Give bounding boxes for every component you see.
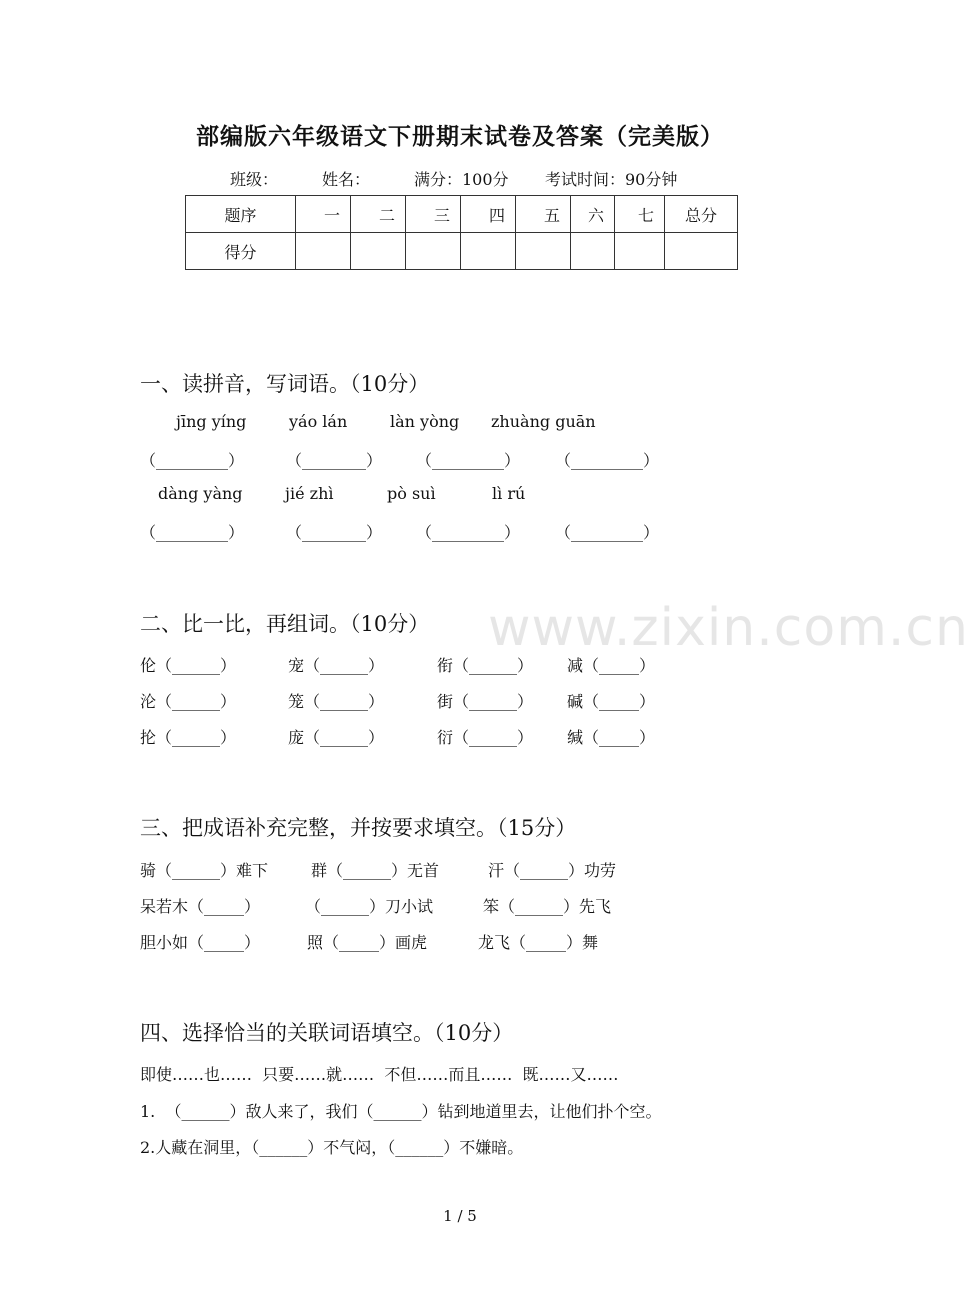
score-cell [461, 233, 516, 270]
header-cell: 一 [296, 196, 351, 233]
score-cell [571, 233, 615, 270]
pinyin: pò suì [387, 484, 436, 503]
answer-blank[interactable]: 胆小如（_____） [140, 933, 261, 952]
header-cell: 题序 [186, 196, 296, 233]
name-label: 姓名： [322, 170, 371, 189]
score-cell [615, 233, 665, 270]
header-cell: 六 [571, 196, 615, 233]
score-cell [516, 233, 571, 270]
header-cell: 三 [406, 196, 461, 233]
answer-blank[interactable]: （_________） [140, 451, 245, 470]
pinyin: lì rú [492, 484, 526, 503]
answer-blank[interactable]: 宠（______） [288, 656, 385, 675]
question-2[interactable]: 2.人藏在洞里，（______）不气闷，（______）不嫌暗。 [140, 1138, 524, 1157]
pinyin: dàng yàng [158, 484, 243, 503]
page-number: 1 / 5 [443, 1207, 477, 1225]
answer-blank[interactable]: 笨（______）先飞 [483, 897, 612, 916]
answer-blank[interactable]: （_________） [555, 451, 660, 470]
score-table-header-row [186, 196, 738, 233]
answer-blank[interactable]: 骑（______）难下 [140, 861, 269, 880]
answer-blank[interactable]: 群（______）无首 [311, 861, 440, 880]
class-label: 班级： [230, 170, 279, 189]
answer-blank[interactable]: 庞（______） [288, 728, 385, 747]
answer-blank[interactable]: （_________） [416, 451, 521, 470]
score-cell [296, 233, 351, 270]
answer-blank[interactable]: 衍（______） [437, 728, 534, 747]
exam-title: 部编版六年级语文下册期末试卷及答案（完美版） [196, 123, 724, 150]
answer-blank[interactable]: 抡（______） [140, 728, 237, 747]
watermark: www.zixin.com.cn [488, 598, 969, 658]
answer-blank[interactable]: 碱（_____） [567, 692, 656, 711]
exam-time: 考试时间：90分钟 [545, 170, 678, 189]
section-4-heading: 四、选择恰当的关联词语填空。（10分） [140, 1021, 514, 1045]
section-2-heading: 二、比一比，再组词。（10分） [140, 612, 430, 636]
score-cell [665, 233, 738, 270]
row-label-cell: 得分 [186, 233, 296, 270]
full-score: 满分：100分 [414, 170, 509, 189]
answer-blank[interactable]: （________） [286, 523, 383, 542]
pinyin: zhuàng guān [491, 412, 596, 431]
answer-blank[interactable]: 笼（______） [288, 692, 385, 711]
answer-blank[interactable]: 减（_____） [567, 656, 656, 675]
score-table [185, 195, 738, 270]
section-3-heading: 三、把成语补充完整，并按要求填空。（15分） [140, 816, 577, 840]
answer-blank[interactable]: 沦（______） [140, 692, 237, 711]
question-1[interactable]: 1. （______）敌人来了，我们（______）钻到地道里去，让他们扑个空。 [140, 1102, 662, 1121]
answer-blank[interactable]: （________） [286, 451, 383, 470]
answer-blank[interactable]: （_________） [140, 523, 245, 542]
pinyin: jīng yíng [176, 412, 247, 431]
score-cell [351, 233, 406, 270]
answer-blank[interactable]: （_________） [555, 523, 660, 542]
pinyin: yáo lán [289, 412, 348, 431]
header-cell: 总分 [665, 196, 738, 233]
pinyin: làn yòng [390, 412, 460, 431]
answer-blank[interactable]: 衔（______） [437, 656, 534, 675]
header-cell: 四 [461, 196, 516, 233]
score-cell [406, 233, 461, 270]
answer-blank[interactable]: 街（______） [437, 692, 534, 711]
score-table-score-row [186, 233, 738, 270]
answer-blank[interactable]: 伦（______） [140, 656, 237, 675]
header-cell: 二 [351, 196, 406, 233]
answer-blank[interactable]: 龙飞（_____）舞 [478, 933, 599, 952]
answer-blank[interactable]: （______）刀小试 [305, 897, 434, 916]
conjunction-options: 即使……也…… 只要……就…… 不但……而且…… 既……又…… [140, 1065, 619, 1084]
pinyin: jié zhì [285, 484, 334, 503]
answer-blank[interactable]: （_________） [416, 523, 521, 542]
answer-blank[interactable]: 缄（_____） [567, 728, 656, 747]
section-1-heading: 一、读拼音，写词语。（10分） [140, 372, 430, 396]
answer-blank[interactable]: 照（_____）画虎 [307, 933, 428, 952]
answer-blank[interactable]: 呆若木（_____） [140, 897, 261, 916]
header-cell: 七 [615, 196, 665, 233]
header-cell: 五 [516, 196, 571, 233]
answer-blank[interactable]: 汗（______）功劳 [488, 861, 617, 880]
